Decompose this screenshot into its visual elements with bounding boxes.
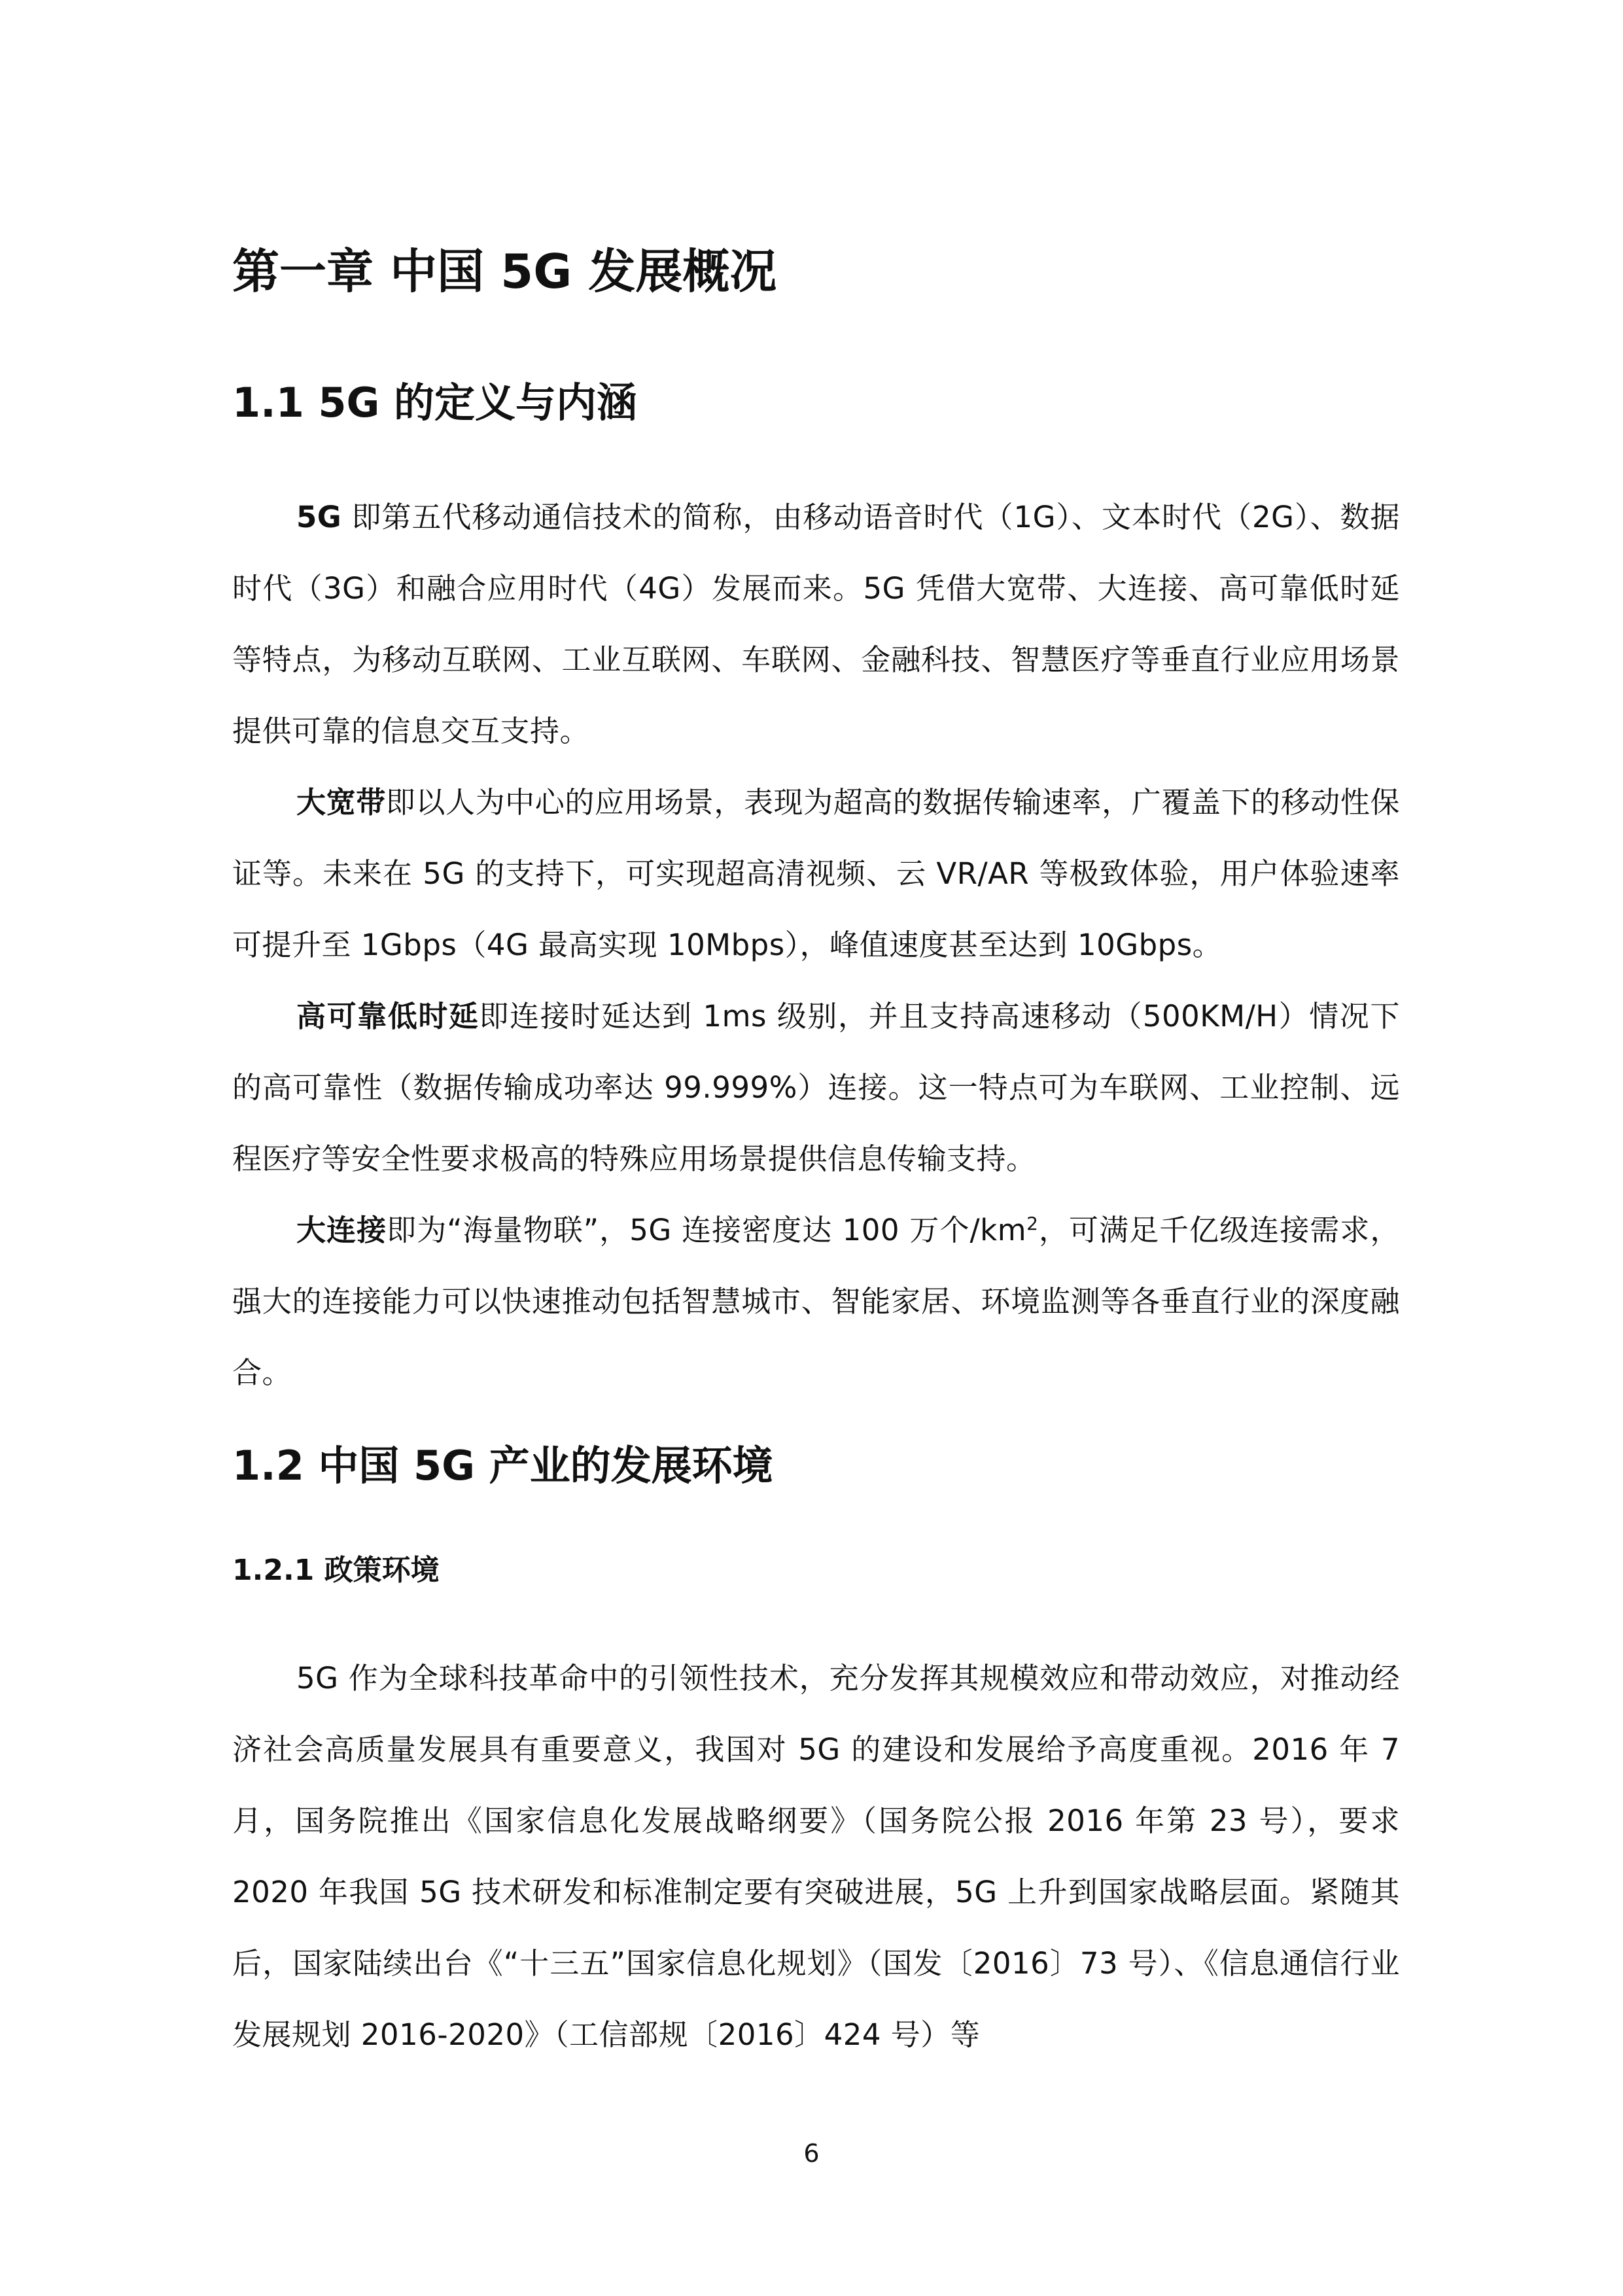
paragraph-massive-connection bbox=[232, 1194, 1400, 1408]
paragraph-text: ，可满足千亿级连接需求，强大的连接能力可以快速推动包括智慧城市、智能家居、环境监测等各垂直行业的深度融合。 bbox=[232, 1213, 1400, 1390]
paragraph-text: 即以人为中心的应用场景，表现为超高的数据传输速率，广覆盖下的移动性保证等。未来在 5G 的支持下，可实现超高清视频、云 VR/AR 等极致体验，用户体验速率可提升至 1Gbps（4G 最高实现 10Mbps），峰值速度甚至达到 10Gbps。 bbox=[232, 785, 1400, 962]
paragraph-lead: 大连接 bbox=[296, 1213, 387, 1247]
section-title-1-2: 1.2 中国 5G 产业的发展环境 bbox=[232, 1442, 773, 1489]
paragraph-text: 即为“海量物联”，5G 连接密度达 100 万个/km bbox=[387, 1213, 1027, 1247]
paragraph-broadband bbox=[232, 767, 1400, 981]
paragraph-low-latency bbox=[232, 981, 1400, 1194]
paragraph-lead: 大宽带 bbox=[296, 785, 386, 820]
paragraph-text: 即第五代移动通信技术的简称，由移动语音时代（1G）、文本时代（2G）、数据时代（3G）和融合应用时代（4G）发展而来。5G 凭借大宽带、大连接、高可靠低时延等特点，为移动互联网、工业互联网、车联网、金融科技、智慧医疗等垂直行业应用场景提供可靠的信息交互支持。 bbox=[232, 500, 1400, 748]
chapter-title: 第一章 中国 5G 发展概况 bbox=[232, 244, 777, 299]
paragraph-lead: 高可靠低时延 bbox=[296, 999, 480, 1034]
paragraph-policy-environment: 5G 作为全球科技革命中的引领性技术，充分发挥其规模效应和带动效应，对推动经济社会高质量发展具有重要意义，我国对 5G 的建设和发展给予高度重视。2016 年 7 月，国务院推出《国家信息化发展战略纲要》（国务院公报 2016 年第 23 号），要求 2020 年我国 5G 技术研发和标准制定要有突破进展，5G 上升到国家战略层面。紧随其后，国家陆续出台《“十三五”国家信息化规划》（国发〔2016〕73 号）、《信息通信行业发展规划 2016-2020》（工信部规〔2016〕424 号）等 bbox=[232, 1661, 1400, 2052]
page-content bbox=[232, 235, 1400, 2070]
subsection-title-1-2-1: 1.2.1 政策环境 bbox=[232, 1554, 440, 1587]
page-number: 6 bbox=[803, 2139, 820, 2168]
paragraph-lead: 5G bbox=[296, 500, 342, 534]
superscript: 2 bbox=[1026, 1213, 1039, 1234]
paragraph-5g-definition bbox=[232, 481, 1400, 767]
paragraph-text: 即连接时延达到 1ms 级别，并且支持高速移动（500KM/H）情况下的高可靠性（数据传输成功率达 99.999%）连接。这一特点可为车联网、工业控制、远程医疗等安全性要求极高的特殊应用场景提供信息传输支持。 bbox=[232, 999, 1400, 1176]
section-title-1-1: 1.1 5G 的定义与内涵 bbox=[232, 379, 638, 426]
